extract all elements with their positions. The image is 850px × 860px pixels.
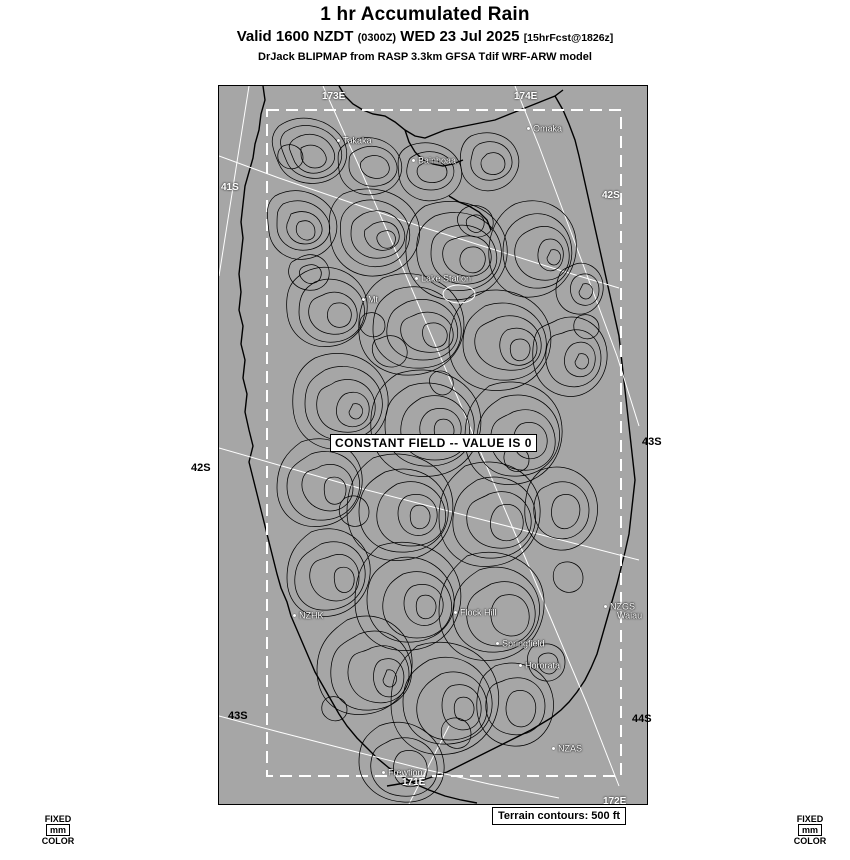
- colorbar-legend-right: [790, 814, 830, 846]
- place-label: Mt: [362, 294, 378, 305]
- valid-prefix: Valid 1600 NZDT: [236, 28, 354, 45]
- model-description: DrJack BLIPMAP from RASP 3.3km GFSA Tdif WRF-ARW model: [258, 51, 592, 63]
- colorbar-color-label: COLOR: [793, 836, 827, 846]
- graticule-label: 172E: [603, 796, 627, 805]
- colorbar-fixed-label: FIXED: [796, 814, 824, 824]
- colorbar-legend-left: [38, 814, 78, 846]
- graticule-label-outside: 43S: [228, 710, 248, 722]
- place-label: Omaka: [527, 123, 562, 134]
- place-label: Springfield: [496, 638, 545, 649]
- graticule-label: 171E: [402, 777, 426, 788]
- graticule-label-outside: 42S: [191, 462, 211, 474]
- terrain-contour-legend: Terrain contours: 500 ft: [492, 807, 626, 825]
- valid-time-line: [0, 27, 850, 48]
- place-label: Lake Station: [415, 273, 471, 284]
- graticule-label: 42S: [602, 190, 620, 201]
- page-title: 1 hr Accumulated Rain: [320, 4, 530, 25]
- place-label: Bainhoaa: [412, 155, 456, 166]
- header: [0, 4, 850, 65]
- graticule-label-outside: 43S: [642, 436, 662, 448]
- place-label: NZGS: [604, 601, 635, 612]
- colorbar-color-label: COLOR: [41, 836, 75, 846]
- valid-date: WED 23 Jul 2025: [400, 28, 520, 45]
- valid-utc: (0300Z): [357, 32, 397, 44]
- colorbar-unit-label: mm: [46, 824, 70, 836]
- colorbar-unit-label: mm: [798, 824, 822, 836]
- place-label: Takaka: [337, 135, 372, 146]
- place-label: NZAS: [552, 743, 582, 754]
- place-label: Flock Hill: [454, 607, 497, 618]
- place-label: Frewtion: [382, 767, 423, 778]
- forecast-tag: [15hrFcst@1826z]: [523, 32, 614, 44]
- graticule-label: 174E: [514, 91, 538, 102]
- colorbar-fixed-label: FIXED: [44, 814, 72, 824]
- graticule-label: 173E: [322, 91, 346, 102]
- place-label: Waiau: [617, 610, 643, 621]
- graticule-label: 41S: [221, 182, 239, 193]
- constant-field-banner: CONSTANT FIELD -- VALUE IS 0: [330, 434, 537, 452]
- place-label: NZHK: [293, 610, 324, 621]
- place-label: Hororata: [519, 660, 560, 671]
- graticule-label-outside: 44S: [632, 713, 652, 725]
